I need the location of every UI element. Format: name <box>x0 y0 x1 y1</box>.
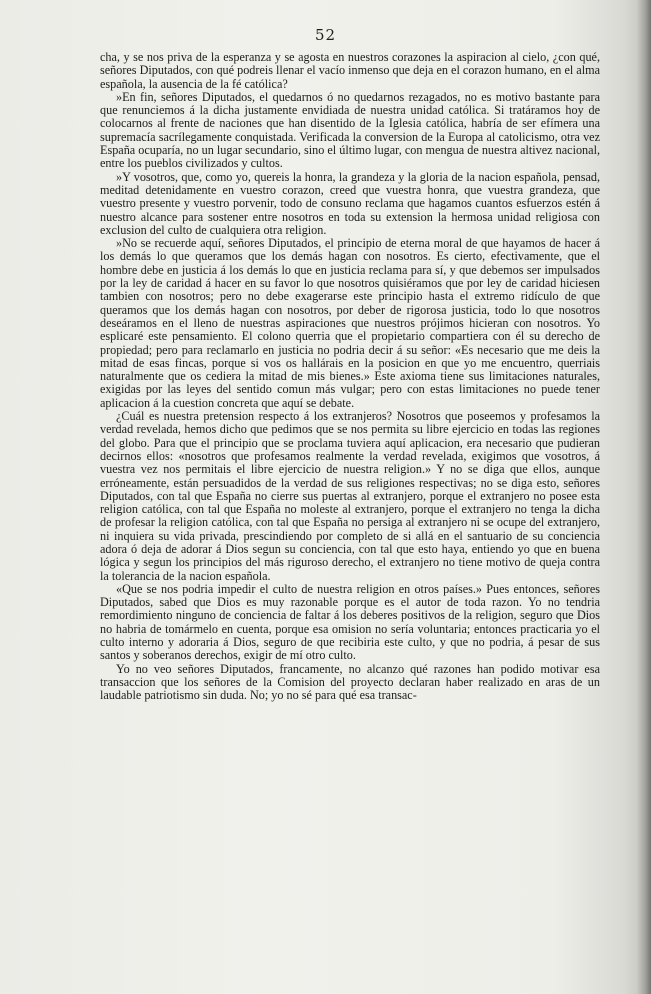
paragraph-3: »Y vosotros, que, como yo, quereis la honra, la grandeza y la gloria de la nacion española, pensad, meditad detenidamente en vuestro corazon, creed que vuestra honra, que vuestra grandeza, que vuestro presente y vuestro porvenir, todo de consuno reclama que hagamos cuantos esfuerzos estén á nuestro alcance para sostener entre nosotros en toda su extension la hermosa unidad religiosa con exclusion del culto de cualquiera otra religion. <box>100 169 600 237</box>
page-body <box>100 51 600 703</box>
paragraph-5: ¿Cuál es nuestra pretension respecto á los extranjeros? Nosotros que poseemos y profesamos la verdad revelada, hemos dicho que pedimos que se nos permita su libre ejercicio en todas las regiones del globo. Para que el principio que se proclama tuviera aquí aplicacion, era necesario que pudieran decirnos ellos: «nosotros que profesamos realmente la verdad revelada, exigimos que vosotros, á vuestra vez nos permitais el libre ejercicio de nuestra religion.» Y no se diga que ellos, aunque erróneamente, están persuadidos de la verdad de sus religiones respectivas; no se diga esto, señores Diputados, con tal que España no cierre sus puertas al extranjero, porque el extranjero no posee esta religion católica, con tal que España no moleste al extranjero, porque el extranjero no tenga la dicha de profesar la religion católica, con tal que España no persiga al extranjero ni se ocupe del extranjero, ni inquiera su vida privada, prescindiendo por completo de si allá en el santuario de su conciencia adora ó deja de adorar á Dios segun su conciencia, con tal que esto haya, entiendo yo que en buena lógica y segun los principios del más riguroso derecho, el extranjero no tiene motivo de queja contra la tolerancia de la nacion española. <box>100 409 600 583</box>
page-number: 52 <box>314 26 337 44</box>
paragraph-2: »En fin, señores Diputados, el quedarnos ó no quedarnos rezagados, no es motivo bastante para que renunciemos á la dicha justamente envidiada de nuestra unidad católica. Si tratáramos hoy de colocarnos al frente de naciones que han disentido de la Iglesia católica, habría de ser efímera una supremacía sacrílegamente conquistada. Verificada la conversion de la Europa al catolicismo, otra vez España ocuparía, no un lugar secundario, sino el último lugar, con mengua de nuestra altivez nacional, entre los pueblos civilizados y cultos. <box>100 89 600 171</box>
paragraph-4: »No se recuerde aquí, señores Diputados, el principio de eterna moral de que hayamos de hacer á los demás lo que queramos que los demás hagan con nosotros. Es cierto, efectivamente, que el hombre debe en justicia á los demás lo que en justicia reclama para sí, y que debemos ser impulsados por la ley de caridad á hacer en su favor lo que nosotros quisiéramos que por ley de caridad hiciesen tambien con nosotros; pero no debe exagerarse este principio hasta el extremo ridículo de que queramos que los demás hagan con nosotros, por deber de rigorosa justicia, todo lo que nosotros deseáramos en el lleno de nuestras aspiraciones que nuestros prójimos hicieran con nosotros. Yo esplicaré este pensamiento. El colono querria que el propietario compartiera con él su derecho de propiedad; pero para reclamarlo en justicia no podria decir á su señor: «Es necesario que me deis la mitad de esas fincas, porque si vos os hallárais en la posicion en que yo me encuentro, querriais naturalmente que os cediera la mitad de mis bienes.» Este axioma tiene sus limitaciones naturales, exigidas por las leyes del sentido comun más vulgar; pero con estas limitaciones no puede tener aplicacion á la cuestion concreta que aquí se debate. <box>100 236 600 410</box>
page-spine-shadow <box>637 0 651 994</box>
paragraph-7: Yo no veo señores Diputados, francamente, no alcanzo qué razones han podido motivar esa transaccion que los señores de la Comision del proyecto declaran haber realizado en aras de un laudable patriotismo sin duda. No; yo no sé para qué esa transac- <box>100 661 600 703</box>
paragraph-6: «Que se nos podria impedir el culto de nuestra religion en otros países.» Pues entonces, señores Diputados, sabed que Dios es muy razonable porque es el autor de toda razon. Yo no tendria remordimiento ninguno de conciencia de faltar á los deberes positivos de la religion, seguro que Dios no habria de tomármelo en cuenta, porque esa omision no sería voluntaria; entonces practicaria yo el culto interno y adoraria á Dios, seguro de que recibiria este culto, y que no podria, á pesar de sus santos y soberanos derechos, exigir de mí otro culto. <box>100 581 600 663</box>
paragraph-1: cha, y se nos priva de la esperanza y se agosta en nuestros corazones la aspiracion al cielo, ¿con qué, señores Diputados, con qué podreis llenar el vacío inmenso que deja en el corazon humano, en el alma española, la ausencia de la fé católica? <box>100 50 600 91</box>
